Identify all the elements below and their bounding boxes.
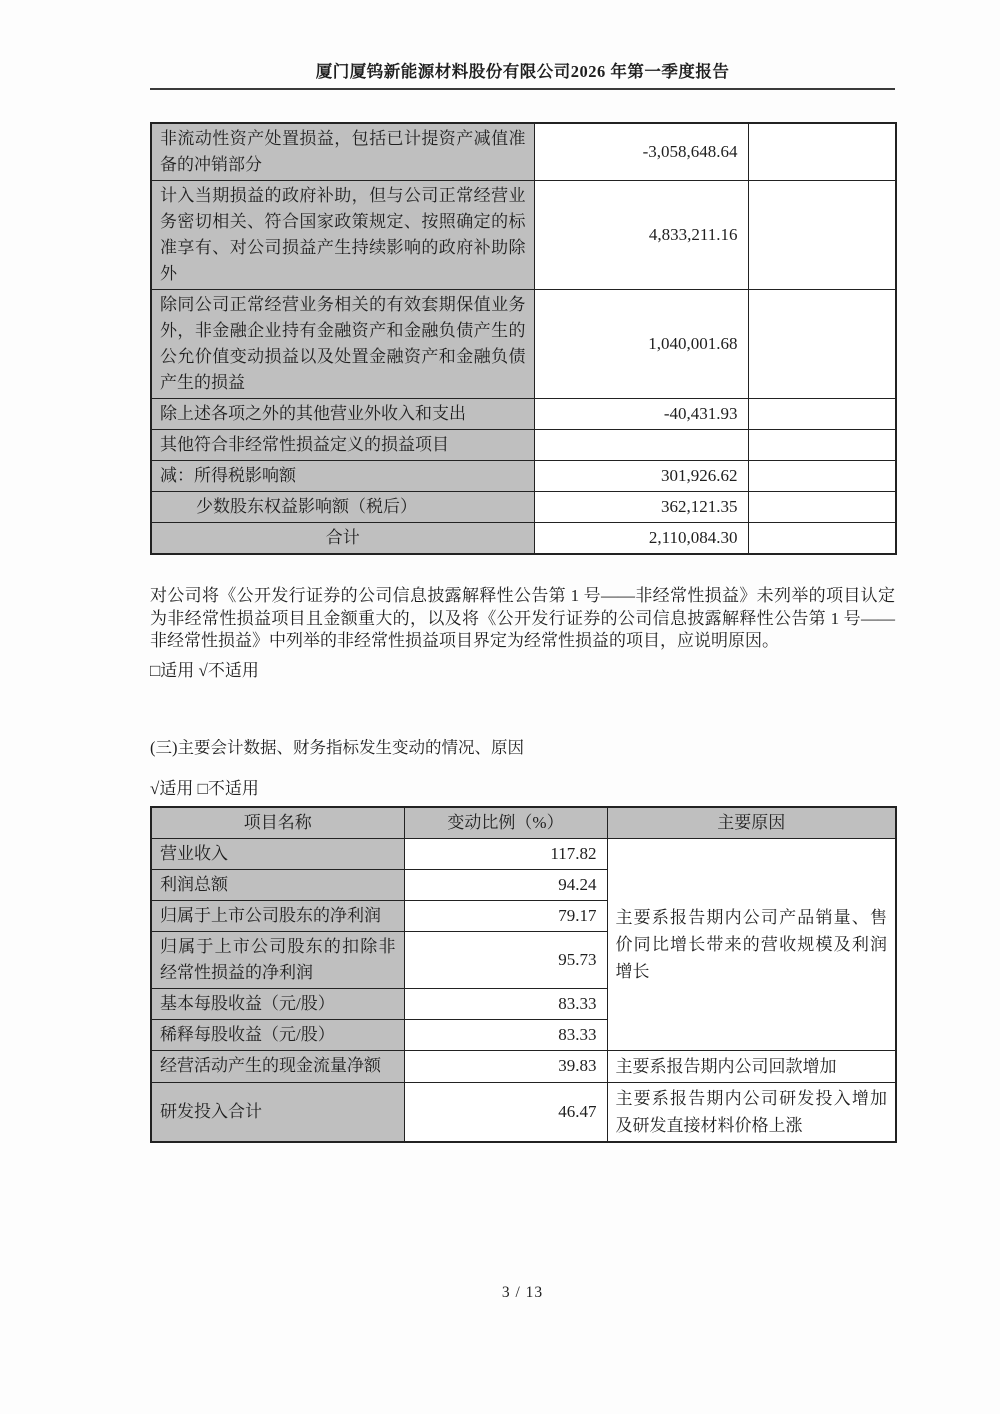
total-label-cell: 合计: [151, 523, 534, 555]
item-cell: 其他符合非经常性损益定义的损益项目: [151, 430, 534, 461]
ratio-cell: 83.33: [404, 988, 607, 1019]
table-row: [151, 838, 896, 869]
item-cell: 减：所得税影响额: [151, 461, 534, 492]
ratio-cell: 39.83: [404, 1050, 607, 1082]
amount-cell: 301,926.62: [534, 461, 748, 492]
reason-cell: 主要系报告期内公司研发投入增加及研发直接材料价格上涨: [607, 1082, 896, 1142]
total-amount-cell: 2,110,084.30: [534, 523, 748, 555]
table-row: [151, 1082, 896, 1142]
item-cell: 营业收入: [151, 838, 404, 869]
applicability-line-2: √适用 □不适用: [150, 778, 259, 798]
indicator-change-table: [150, 806, 897, 1143]
table-row: [151, 181, 896, 290]
header-ratio: 变动比例（%）: [404, 807, 607, 839]
ratio-cell: 83.33: [404, 1019, 607, 1050]
table-row: [151, 430, 896, 461]
item-cell: 除上述各项之外的其他营业外收入和支出: [151, 399, 534, 430]
ratio-cell: 117.82: [404, 838, 607, 869]
amount-cell: -3,058,648.64: [534, 123, 748, 181]
item-cell: 利润总额: [151, 869, 404, 900]
item-cell: 研发投入合计: [151, 1082, 404, 1142]
amount-cell: [534, 430, 748, 461]
amount-cell: 1,040,001.68: [534, 290, 748, 399]
table-row: [151, 399, 896, 430]
item-cell: 归属于上市公司股东的净利润: [151, 900, 404, 931]
item-cell: 归属于上市公司股东的扣除非经常性损益的净利润: [151, 931, 404, 988]
item-cell: 计入当期损益的政府补助，但与公司正常经营业务密切相关、符合国家政策规定、按照确定的标准享有、对公司损益产生持续影响的政府补助除外: [151, 181, 534, 290]
page-number: 3 / 13: [501, 1284, 544, 1301]
nonrecurring-items-table: [150, 122, 897, 555]
ratio-cell: 94.24: [404, 869, 607, 900]
nonrecurring-explanation-paragraph: 对公司将《公开发行证券的公司信息披露解释性公告第 1 号——非经常性损益》未列举的项目认定为非经常性损益项目且金额重大的，以及将《公开发行证券的公司信息披露解释性公告第 1 号——非经常性损益》中列举的非经常性损益项目界定为经常性损益的项目，应说明原因。: [150, 586, 895, 650]
ratio-cell: 95.73: [404, 931, 607, 988]
header-item: 项目名称: [151, 807, 404, 839]
item-cell: 稀释每股收益（元/股）: [151, 1019, 404, 1050]
page-content: [150, 0, 895, 1143]
ratio-cell: 46.47: [404, 1082, 607, 1142]
header-divider: [150, 88, 895, 90]
amount-cell: 4,833,211.16: [534, 181, 748, 290]
amount-cell: 362,121.35: [534, 492, 748, 523]
note-cell: [748, 461, 896, 492]
amount-cell: -40,431.93: [534, 399, 748, 430]
note-cell: [748, 290, 896, 399]
reason-cell: 主要系报告期内公司回款增加: [607, 1050, 896, 1082]
table-row: [151, 461, 896, 492]
note-cell: [748, 399, 896, 430]
page-header: [150, 0, 895, 90]
note-cell: [748, 181, 896, 290]
note-cell: [748, 123, 896, 181]
header-reason: 主要原因: [607, 807, 896, 839]
section-3-heading: (三)主要会计数据、财务指标发生变动的情况、原因: [150, 737, 524, 757]
table-row: [151, 290, 896, 399]
item-cell: 经营活动产生的现金流量净额: [151, 1050, 404, 1082]
ratio-cell: 79.17: [404, 900, 607, 931]
item-cell: 非流动性资产处置损益，包括已计提资产减值准备的冲销部分: [151, 123, 534, 181]
item-cell: 少数股东权益影响额（税后）: [151, 492, 534, 523]
merged-reason-cell: 主要系报告期内公司产品销量、售价同比增长带来的营收规模及利润增长: [607, 838, 896, 1050]
total-row: [151, 523, 896, 555]
report-title: 厦门厦钨新能源材料股份有限公司2026 年第一季度报告: [315, 62, 730, 81]
table-row: [151, 1050, 896, 1082]
note-cell: [748, 523, 896, 555]
item-cell: 基本每股收益（元/股）: [151, 988, 404, 1019]
note-cell: [748, 492, 896, 523]
note-cell: [748, 430, 896, 461]
table-row: [151, 123, 896, 181]
table-row: [151, 492, 896, 523]
item-cell: 除同公司正常经营业务相关的有效套期保值业务外，非金融企业持有金融资产和金融负债产生的公允价值变动损益以及处置金融资产和金融负债产生的损益: [151, 290, 534, 399]
header-row: [151, 807, 896, 839]
applicability-line-1: □适用 √不适用: [150, 660, 259, 680]
